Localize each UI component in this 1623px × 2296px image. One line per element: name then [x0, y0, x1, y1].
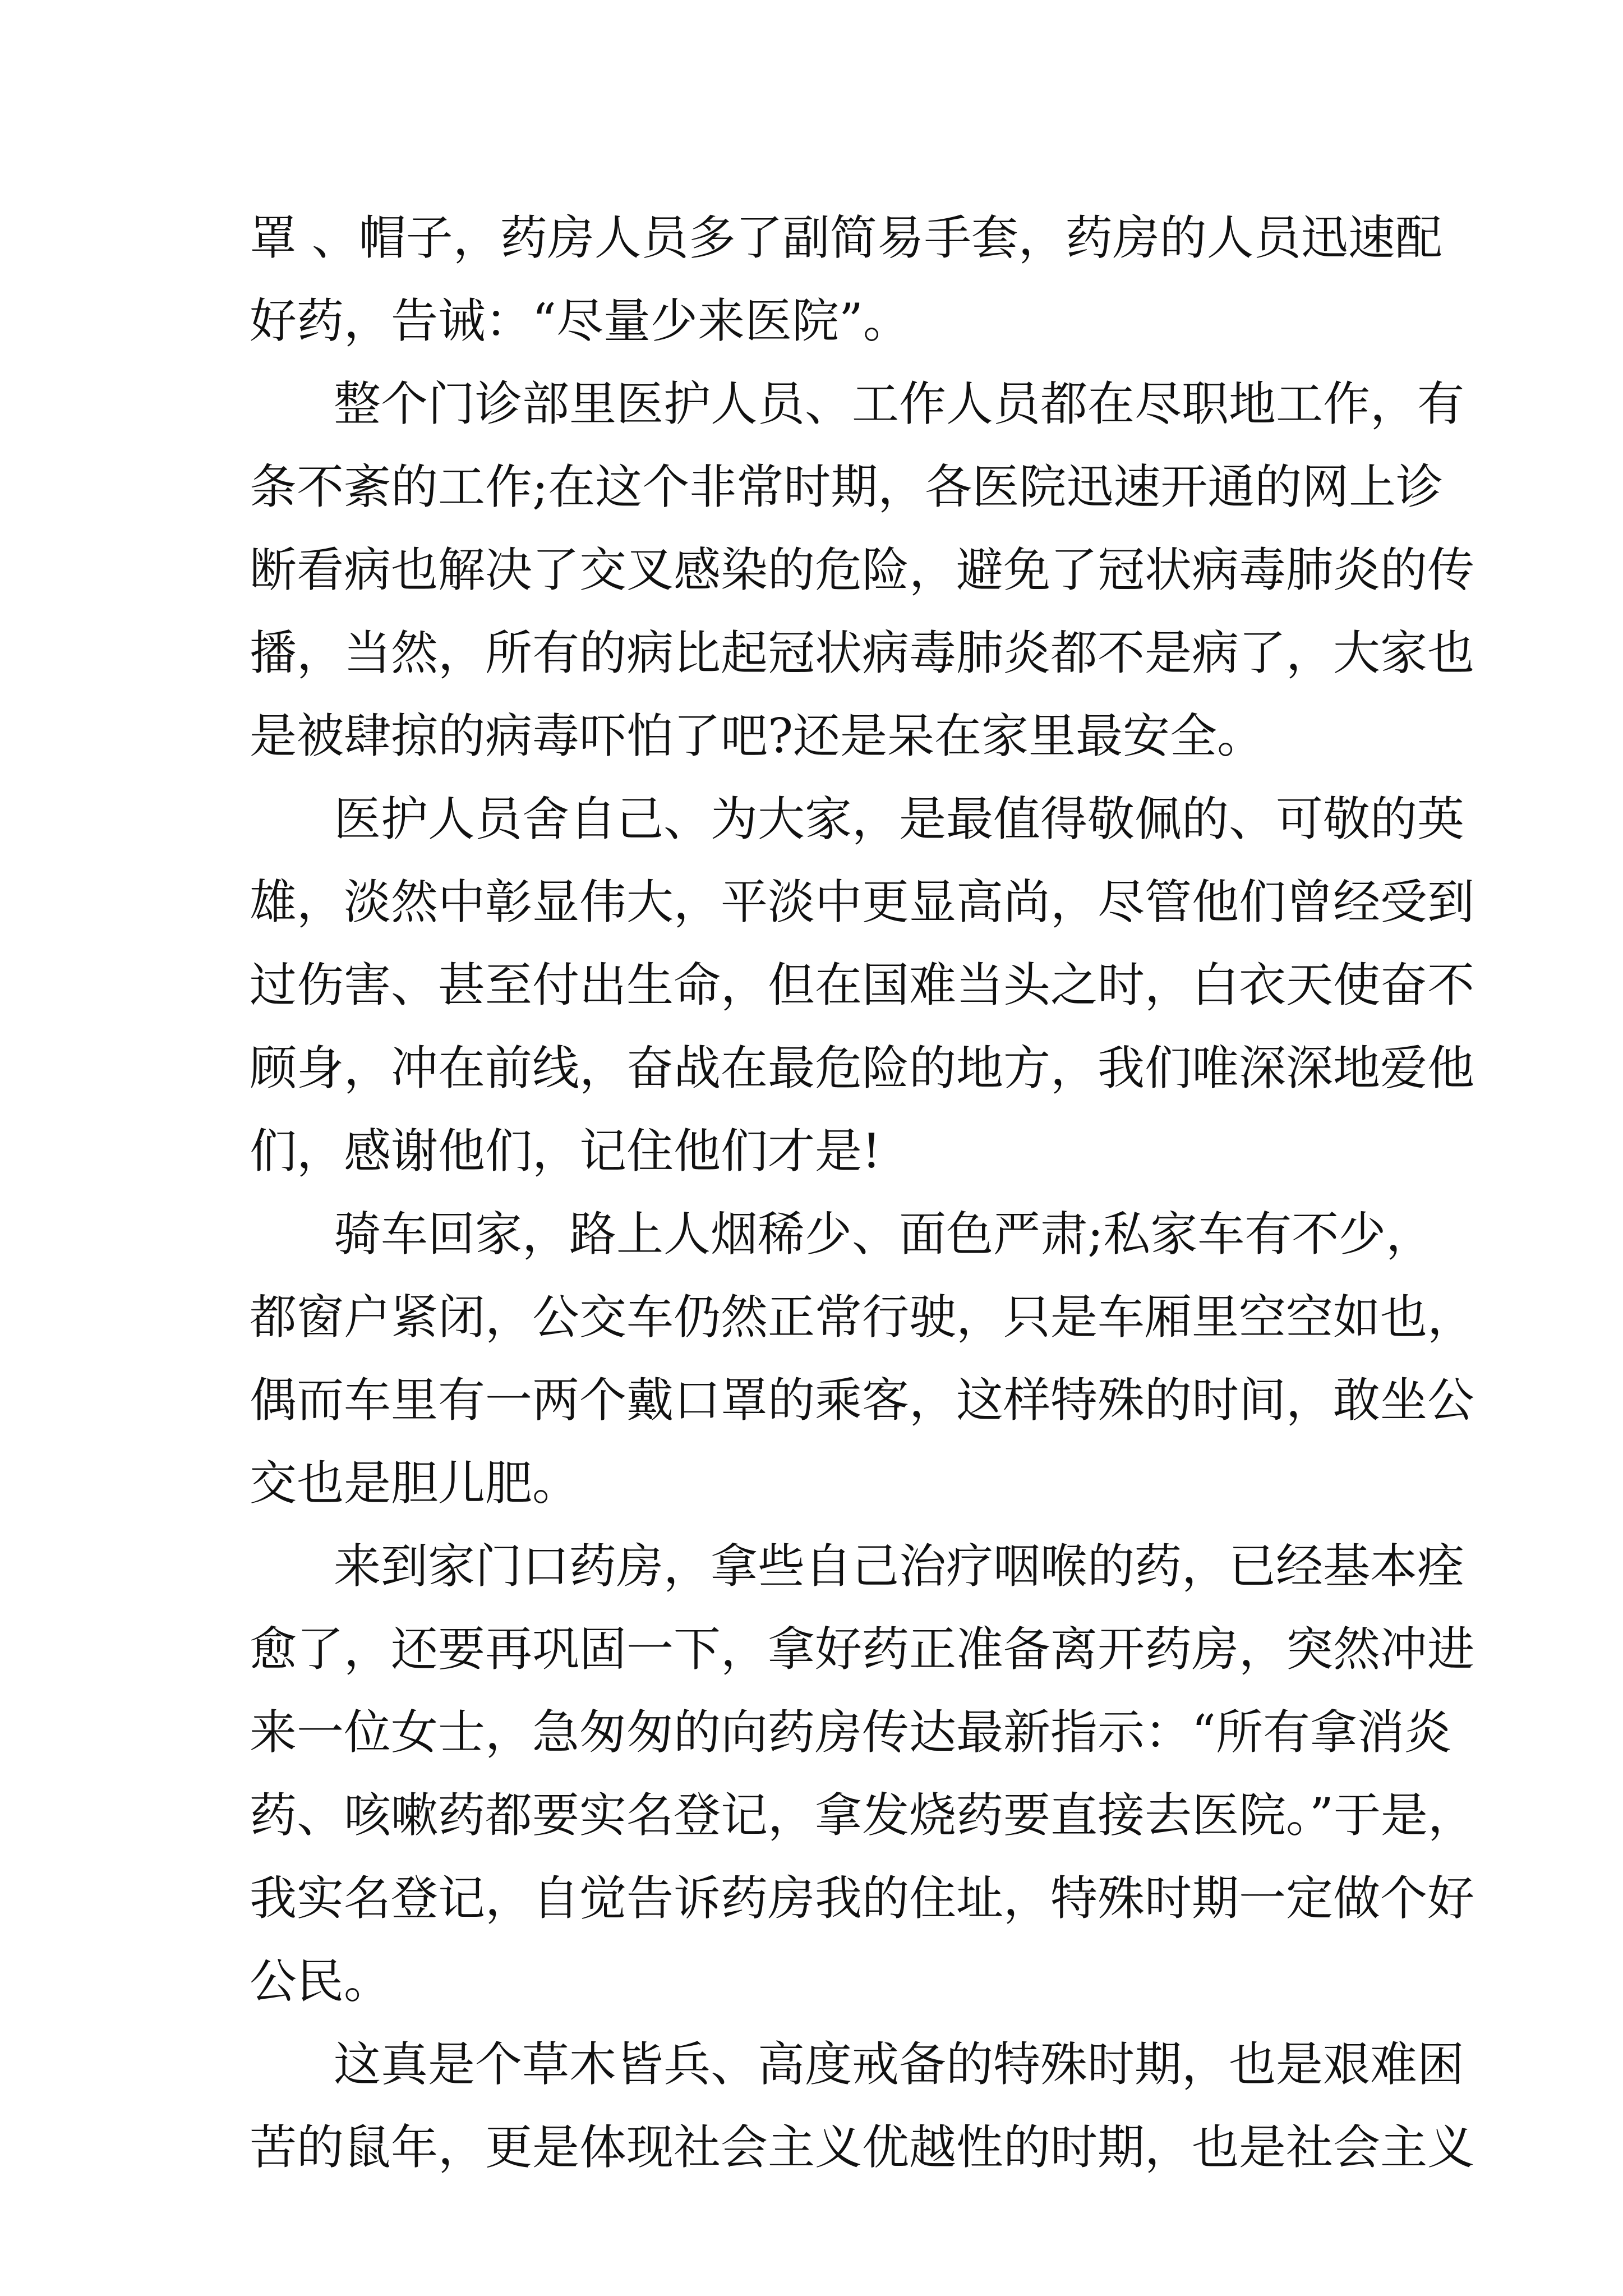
text-line: 苦的鼠年，更是体现社会主义优越性的时期，也是社会主义 — [250, 2120, 1475, 2175]
text-line: 医护人员舍自己、为大家，是最值得敬佩的、可敬的英 — [334, 792, 1465, 846]
text-line: 药、咳嗽药都要实名登记，拿发烧药要直接去医院。”于是， — [250, 1788, 1475, 1843]
text-line: 播，当然，所有的病比起冠状病毒肺炎都不是病了，大家也 — [250, 625, 1475, 680]
text-line: 来一位女士，急匆匆的向药房传达最新指示：“所有拿消炎 — [250, 1705, 1451, 1760]
document-body — [250, 196, 1475, 2189]
text-line: 雄，淡然中彰显伟大，平淡中更显高尚，尽管他们曾经受到 — [250, 875, 1475, 930]
text-line: 是被肆掠的病毒吓怕了吧?还是呆在家里最安全。 — [250, 708, 1265, 763]
text-line: 们，感谢他们，记住他们才是! — [250, 1124, 881, 1179]
text-line: 过伤害、甚至付出生命，但在国难当头之时，白衣天使奋不 — [250, 958, 1475, 1013]
text-line: 断看病也解决了交叉感染的危险，避免了冠状病毒肺炎的传 — [250, 542, 1475, 597]
text-line: 都窗户紧闭，公交车仍然正常行驶，只是车厢里空空如也， — [250, 1290, 1475, 1345]
text-line: 愈了，还要再巩固一下，拿好药正准备离开药房，突然冲进 — [250, 1622, 1475, 1677]
text-line: 来到家门口药房，拿些自己治疗咽喉的药，已经基本痊 — [334, 1539, 1465, 1594]
text-line: 我实名登记，自觉告诉药房我的住址，特殊时期一定做个好 — [250, 1871, 1475, 1926]
text-line: 交也是胆儿肥。 — [250, 1456, 580, 1511]
text-line: 这真是个草木皆兵、高度戒备的特殊时期，也是艰难困 — [334, 2037, 1465, 2092]
text-line: 罩 、帽子，药房人员多了副简易手套，药房的人员迅速配 — [250, 210, 1442, 265]
text-line: 公民。 — [250, 1954, 391, 2009]
text-line: 好药，告诫：“尽量少来医院”。 — [250, 293, 910, 348]
text-line: 骑车回家，路上人烟稀少、面色严肃;私家车有不少， — [334, 1207, 1433, 1262]
text-line: 整个门诊部里医护人员、工作人员都在尽职地工作，有 — [334, 376, 1465, 431]
text-line: 顾身，冲在前线，奋战在最危险的地方，我们唯深深地爱他 — [250, 1041, 1475, 1096]
text-line: 偶而车里有一两个戴口罩的乘客，这样特殊的时间，敢坐公 — [250, 1373, 1475, 1428]
text-line: 条不紊的工作;在这个非常时期，各医院迅速开通的网上诊 — [250, 459, 1444, 514]
